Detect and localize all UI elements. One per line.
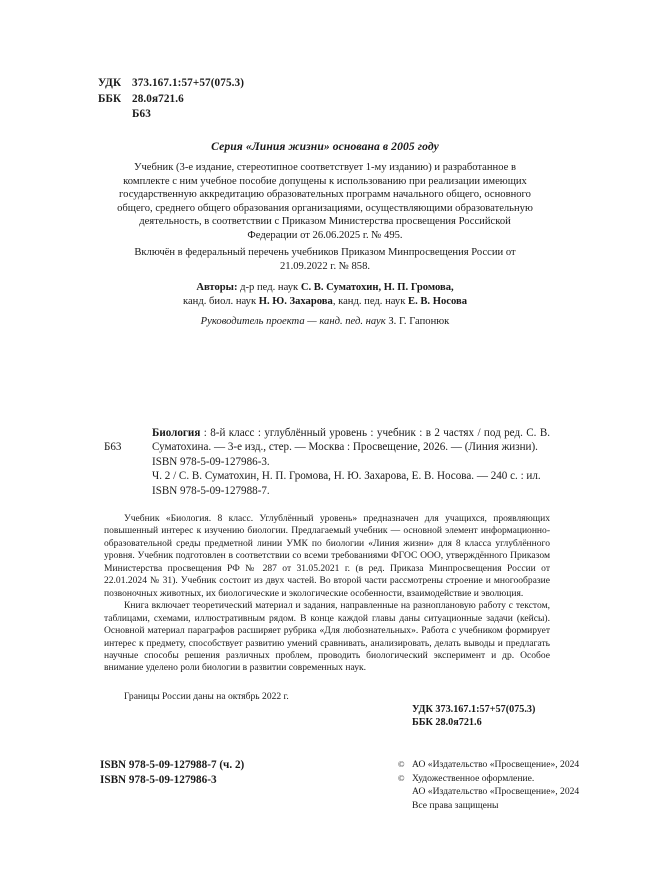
biblio-isbn-set: ISBN 978-5-09-127986-3. [152, 455, 270, 468]
biblio-title: Биология [152, 427, 201, 439]
biblio-part-description: Ч. 2 / С. В. Суматохин, Н. П. Громова, Н. Ю. Захарова, Е. В. Носова. — 240 с. : ил. [152, 470, 541, 483]
biblio-description: : 8-й класс : углублённый уровень : учебник : в 2 частях / под ред. С. В. Суматохина. — 3-е изд., стер. — Москва : Просвещение, 2026. — (Линия жизни). [152, 427, 550, 454]
biblio-isbn-part: ISBN 978-5-09-127988-7. [152, 484, 270, 497]
project-leader-block [100, 316, 550, 327]
classification-block-bottom [412, 703, 535, 729]
isbn-block-bottom [100, 758, 244, 788]
borders-note: Границы России даны на октябрь 2022 г. [124, 691, 289, 702]
copyright-row-publisher [398, 758, 579, 772]
copyright-icon: © [398, 772, 405, 783]
author-names-3: Е. В. Носова [408, 295, 468, 307]
biblio-main-entry [104, 426, 550, 455]
biblio-part-row [104, 469, 550, 483]
annotation-block [104, 513, 550, 675]
bibliographic-record [104, 426, 550, 498]
isbn-part-2: ISBN 978-5-09-127988-7 (ч. 2) [100, 759, 245, 771]
bbk-row [98, 92, 244, 108]
biblio-isbn-part-row [104, 484, 550, 498]
approval-paragraph: Учебник (3-е издание, стереотипное соответствует 1-му изданию) и разработанное в комплекте с ним учебное пособие допущены к использованию при реализации имеющих государственную аккредитацию образовательных программ начального общего, основного общего, среднего общего образования организациями, осуществляющими образовательную деятельность, в соответствии с Приказом Министерства просвещения Российской Федерации от 26.06.2025 г. № 495. [117, 162, 533, 241]
authors-degree-3: , канд. пед. наук [332, 295, 408, 307]
annotation-paragraph-2: Книга включает теоретический материал и задания, направленные на разноплановую работу с текстом, таблицами, схемами, иллюстративным рядом. В конце каждой главы даны ситуационные задачи (кейсы). Основной материал параграфов расширяет рубрика «Для любознательных». Работа с учебником формирует интерес к предмету, способствует развитию умений сравнивать, анализировать, делать выводы и предлагать научные способы решения различных проблем, проводить биологический эксперимент и др. Особое внимание уделено роли биологии в развитии современных наук. [104, 600, 550, 674]
copyright-row-design [398, 772, 579, 786]
authors-degree-1: д-р пед. наук [237, 282, 301, 293]
project-leader-name: З. Г. Гапонюк [388, 316, 450, 327]
udk-bottom-value: УДК 373.167.1:57+57(075.3) [412, 704, 536, 715]
authors-degree-2: канд. биол. наук [182, 295, 259, 307]
copyright-publisher: АО «Издательство «Просвещение», 2024 [412, 759, 580, 770]
copyright-design-publisher: АО «Издательство «Просвещение», 2024 [412, 786, 580, 798]
series-line: Серия «Линия жизни» основана в 2005 году [211, 140, 439, 153]
copyright-icon: © [398, 759, 405, 769]
biblio-isbn-set-row [104, 455, 550, 469]
author-names-1: С. В. Суматохин, Н. П. Громова, [300, 282, 454, 293]
udk-label: УДК [98, 77, 122, 89]
annotation-paragraph-1: Учебник «Биология. 8 класс. Углублённый уровень» предназначен для учащихся, проявляющих повышенный интерес к изучению биологии. Предлагаемый учебник — основной элемент информационно-образовательной среды предметной линии УМК по биологии «Линия жизни» для 8 класса углублённого уровня. Учебник подготовлен в соответствии со всеми требованиями ФГОС ООО, утверждённого Приказом Министерства просвещения РФ № 287 от 31.05.2021 г. (в ред. Приказа Минпросвещения России от 22.01.2024 № 31). Учебник состоит из двух частей. Во второй части рассмотрены строение и многообразие позвоночных животных, их биологические и экологические особенности, взаимодействие и эволюция. [104, 513, 550, 599]
copyright-block [398, 758, 579, 812]
author-mark: Б63 [132, 108, 151, 121]
copyright-design: Художественное оформление. [412, 772, 535, 784]
bbk-bottom-value: ББК 28.0я721.6 [412, 717, 482, 729]
federal-list-paragraph: Включён в федеральный перечень учебников Приказом Минпросвещения России от 21.09.2022 г. № 858. [134, 247, 516, 272]
author-names-2: Н. Ю. Захарова [258, 295, 333, 307]
udk-row [98, 76, 244, 92]
isbn-set: ISBN 978-5-09-127986-3 [100, 774, 217, 786]
authors-block [100, 281, 550, 309]
bbk-value: 28.0я721.6 [132, 92, 184, 105]
copyright-rights-reserved: Все права защищены [412, 799, 499, 811]
authors-label: Авторы: [196, 282, 238, 293]
biblio-author-mark: Б63 [104, 441, 122, 454]
project-leader-label: Руководитель проекта — канд. пед. наук [200, 316, 389, 327]
bbk-label: ББК [98, 92, 122, 105]
classification-block-top [98, 76, 244, 123]
udk-value: 373.167.1:57+57(075.3) [132, 77, 245, 89]
